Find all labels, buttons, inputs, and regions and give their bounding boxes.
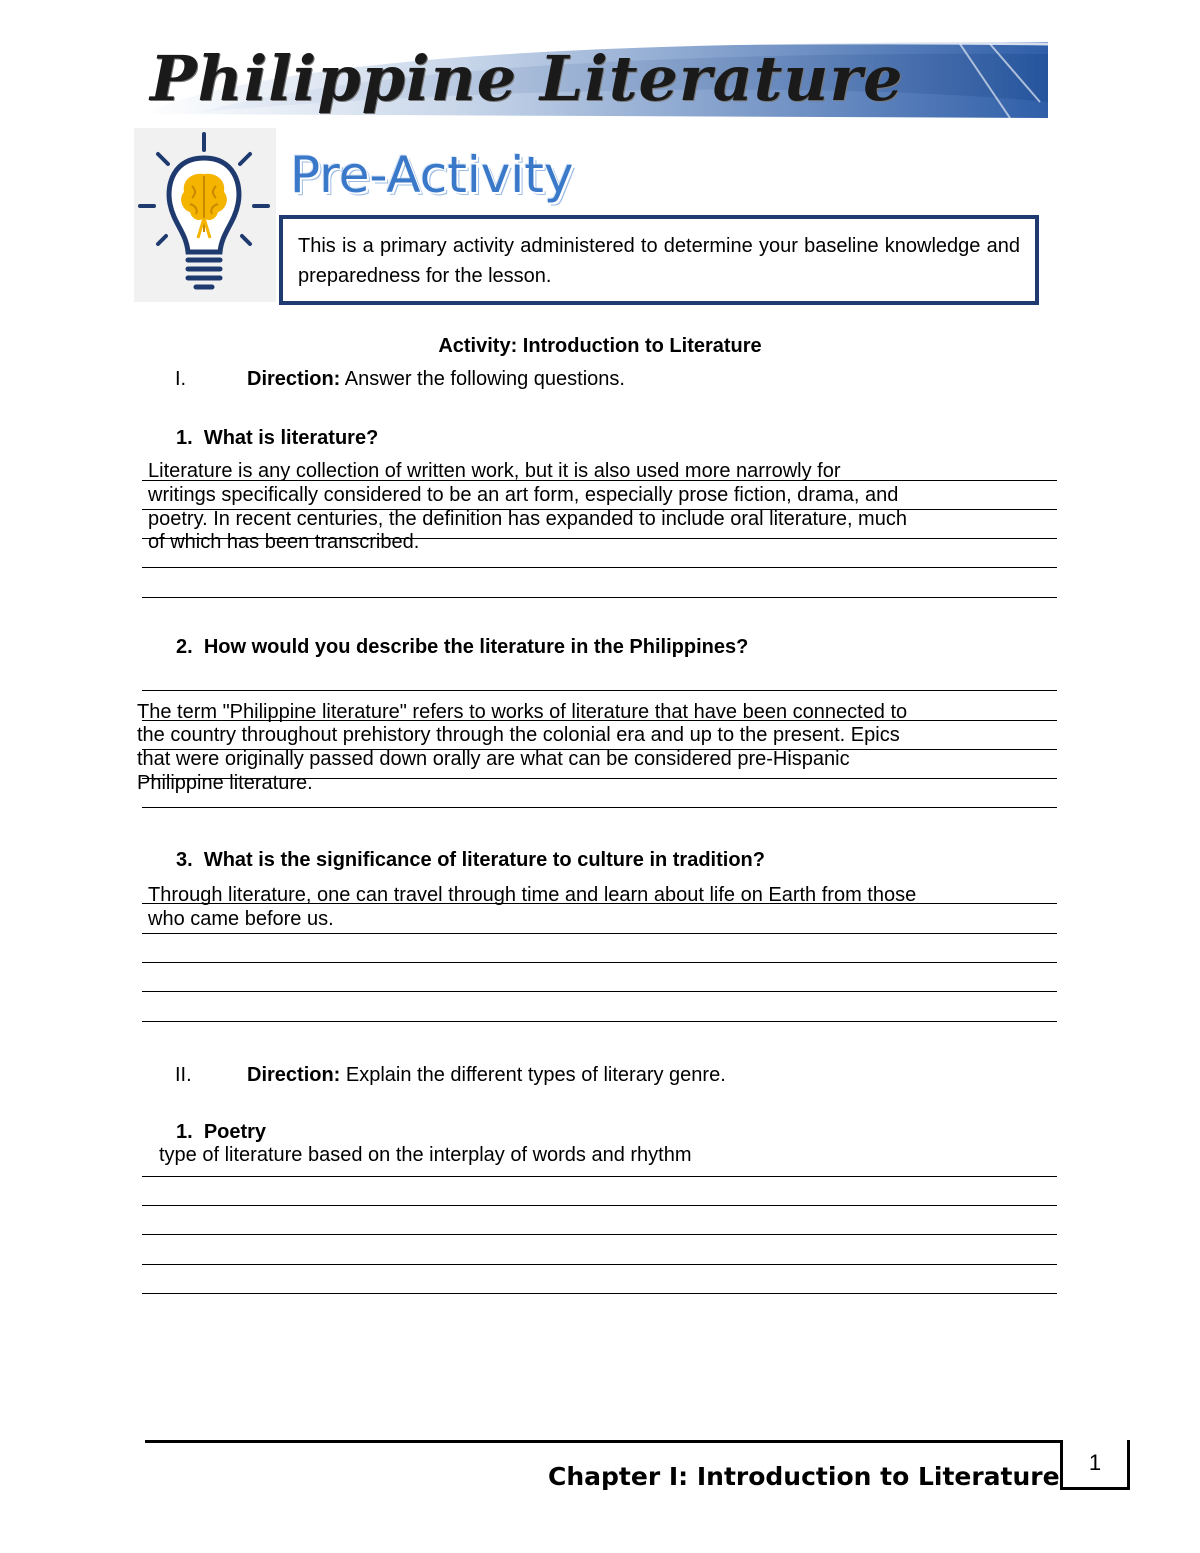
answer-text: writings specifically considered to be an art form, especially prose fiction, drama, and: [148, 484, 899, 506]
answer-line: [142, 1293, 1057, 1294]
question-text: What is literature?: [203, 427, 379, 449]
answer-text: Philippine literature.: [137, 772, 313, 794]
answer-text: who came before us.: [148, 908, 334, 930]
question-number: 2.: [176, 636, 193, 658]
question-number: 1.: [176, 427, 193, 449]
lightbulb-brain-icon: [134, 128, 276, 302]
answer-text: type of literature based on the interplay of words and rhythm: [159, 1144, 692, 1166]
answer-text: Literature is any collection of written work, but it is also used more narrowly for: [148, 460, 841, 482]
question-3: [176, 849, 765, 872]
part2-direction: [247, 1064, 726, 1087]
answer-line: [142, 1234, 1057, 1235]
answer-line: [142, 933, 1057, 934]
answer-text: of which has been transcribed.: [148, 531, 420, 553]
info-description: This is a primary activity administered to determine your baseline knowledge and preparedness for the lesson.: [298, 235, 1020, 287]
answer-text: Through literature, one can travel through time and learn about life on Earth from those: [148, 884, 917, 906]
genre-1: [176, 1121, 266, 1144]
activity-title: Activity: Introduction to Literature: [438, 335, 762, 357]
banner-title: Philippine Literature: [150, 42, 904, 115]
answer-line: [142, 1021, 1057, 1022]
question-number: 3.: [176, 849, 193, 871]
answer-line: [142, 807, 1057, 808]
direction-text: Explain the different types of literary genre.: [340, 1064, 726, 1086]
answer-line: [142, 962, 1057, 963]
bulb-panel: [134, 128, 276, 302]
answer-line: [142, 597, 1057, 598]
footer-chapter-title: Chapter I: Introduction to Literature: [548, 1462, 1060, 1491]
genre-number: 1.: [176, 1121, 193, 1143]
question-text: How would you describe the literature in the Philippines?: [203, 636, 749, 658]
genre-title: Poetry: [203, 1121, 267, 1143]
direction-text: Answer the following questions.: [340, 368, 625, 390]
answer-text: poetry. In recent centuries, the definition has expanded to include oral literature, much: [148, 508, 907, 530]
part2-numeral: II.: [175, 1064, 192, 1086]
answer-line: [142, 690, 1057, 691]
answer-line: [142, 991, 1057, 992]
answer-text: that were originally passed down orally are what can be considered pre-Hispanic: [137, 748, 850, 770]
direction-label: Direction:: [247, 1064, 341, 1086]
page-number: 1: [1060, 1440, 1130, 1490]
answer-line: [142, 1205, 1057, 1206]
footer-rule: [145, 1440, 1117, 1443]
answer-text: the country throughout prehistory through the colonial era and up to the present. Epics: [137, 724, 900, 746]
answer-line: [142, 567, 1057, 568]
question-1: [176, 427, 378, 450]
question-text: What is the significance of literature to culture in tradition?: [203, 849, 765, 871]
question-2: [176, 636, 748, 659]
direction-label: Direction:: [247, 368, 341, 390]
answer-line: [142, 1176, 1057, 1177]
pre-activity-title: Pre-Activity: [290, 146, 574, 204]
answer-text: The term "Philippine literature" refers to works of literature that have been connected to: [137, 701, 908, 723]
part1-direction: [247, 368, 625, 391]
part1-numeral: I.: [175, 368, 187, 390]
answer-line: [142, 1264, 1057, 1265]
